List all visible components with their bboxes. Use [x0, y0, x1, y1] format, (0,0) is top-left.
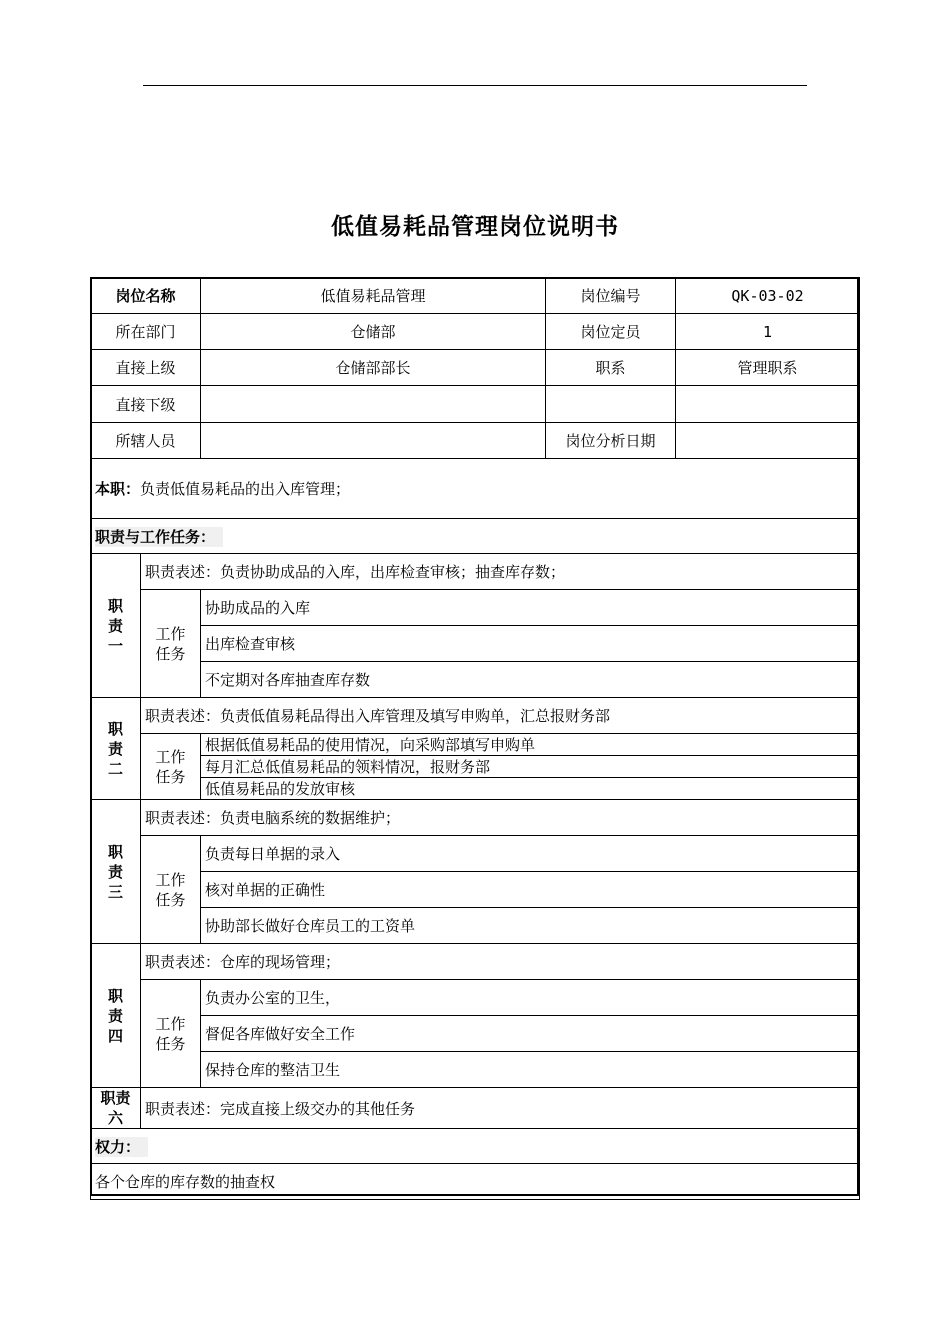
duty-4-task-row — [91, 1052, 860, 1088]
superior-label: 直接上级 — [91, 350, 201, 386]
duty-2-task-row — [91, 734, 860, 756]
position-code-label: 岗位编号 — [546, 278, 676, 314]
duty-1-task-row — [91, 662, 860, 698]
duty-2-task-row — [91, 778, 860, 800]
department-label: 所在部门 — [91, 314, 201, 350]
department-value: 仓储部 — [201, 314, 546, 350]
duty-6-description: 职责表述：完成直接上级交办的其他任务 — [141, 1088, 860, 1129]
duties-section-label: 职责与工作任务： — [95, 527, 223, 547]
duty-3-label: 职责三 — [91, 800, 141, 944]
duty-3-description: 职责表述：负责电脑系统的数据维护； — [141, 800, 860, 836]
duty-1-task-3: 不定期对各库抽查库存数 — [201, 662, 860, 698]
duty-3-task-3: 协助部长做好仓库员工的工资单 — [201, 908, 860, 944]
analysis-date-label: 岗位分析日期 — [546, 423, 676, 459]
duty-summary-label: 本职： — [95, 480, 141, 498]
job-family-value: 管理职系 — [676, 350, 860, 386]
duty-4-description-row — [91, 944, 860, 980]
analysis-date-value — [676, 423, 860, 459]
position-name-label: 岗位名称 — [91, 278, 201, 314]
duty-4-label: 职责四 — [91, 944, 141, 1088]
duties-header-row — [91, 519, 860, 554]
duty-3-task-2: 核对单据的正确性 — [201, 872, 860, 908]
duty-3-description-row — [91, 800, 860, 836]
info-row-department — [91, 314, 860, 350]
duty-1-task-1: 协助成品的入库 — [201, 590, 860, 626]
duty-1-task-row — [91, 626, 860, 662]
info-row-staff — [91, 423, 860, 459]
duty-summary-text: 负责低值易耗品的出入库管理； — [140, 480, 351, 498]
duty-6-description-row — [91, 1088, 860, 1129]
authority-header-row — [91, 1129, 860, 1164]
authority-header-cell — [91, 1129, 860, 1164]
duty-3-task-label: 工作任务 — [141, 836, 201, 944]
duty-2-task-1: 根据低值易耗品的使用情况，向采购部填写申购单 — [201, 734, 860, 756]
duty-1-description-row — [91, 554, 860, 590]
job-description-table — [90, 277, 860, 1200]
job-family-label: 职系 — [546, 350, 676, 386]
duty-4-description: 职责表述：仓库的现场管理； — [141, 944, 860, 980]
duty-2-task-label: 工作任务 — [141, 734, 201, 800]
duty-1-task-label: 工作任务 — [141, 590, 201, 698]
duty-1-task-2: 出库检查审核 — [201, 626, 860, 662]
header-rule — [143, 85, 807, 86]
duty-2-task-2: 每月汇总低值易耗品的领料情况，报财务部 — [201, 756, 860, 778]
duty-summary-row — [91, 459, 860, 519]
duty-6-label: 职责六 — [91, 1088, 141, 1129]
duty-3-task-1: 负责每日单据的录入 — [201, 836, 860, 872]
duty-3-task-row — [91, 836, 860, 872]
position-code-value: QK-03-02 — [676, 278, 860, 314]
superior-value: 仓储部部长 — [201, 350, 546, 386]
duty-4-task-label: 工作任务 — [141, 980, 201, 1088]
subordinate-empty-cell-2 — [676, 386, 860, 423]
authority-row — [91, 1164, 860, 1200]
duty-2-description: 职责表述：负责低值易耗品得出入库管理及填写申购单，汇总报财务部 — [141, 698, 860, 734]
duty-1-label: 职责一 — [91, 554, 141, 698]
headcount-label: 岗位定员 — [546, 314, 676, 350]
subordinate-label: 直接下级 — [91, 386, 201, 423]
duty-1-description: 职责表述：负责协助成品的入库，出库检查审核；抽查库存数； — [141, 554, 860, 590]
duty-2-task-row — [91, 756, 860, 778]
subordinate-value — [201, 386, 546, 423]
duty-2-description-row — [91, 698, 860, 734]
staff-value — [201, 423, 546, 459]
duties-header-cell — [91, 519, 860, 554]
duty-4-task-1: 负责办公室的卫生， — [201, 980, 860, 1016]
document-title: 低值易耗品管理岗位说明书 — [331, 214, 619, 240]
info-row-subordinate — [91, 386, 860, 423]
duty-4-task-row — [91, 1016, 860, 1052]
info-row-superior — [91, 350, 860, 386]
duty-1-task-row — [91, 590, 860, 626]
duty-4-task-row — [91, 980, 860, 1016]
authority-text: 各个仓库的库存数的抽查权 — [91, 1164, 860, 1200]
duty-summary-cell — [91, 459, 860, 519]
subordinate-empty-cell — [546, 386, 676, 423]
duty-3-task-row — [91, 908, 860, 944]
duty-4-task-3: 保持仓库的整洁卫生 — [201, 1052, 860, 1088]
staff-label: 所辖人员 — [91, 423, 201, 459]
info-row-position — [91, 278, 860, 314]
duty-2-task-3: 低值易耗品的发放审核 — [201, 778, 860, 800]
duty-3-task-row — [91, 872, 860, 908]
position-name-value: 低值易耗品管理 — [201, 278, 546, 314]
duty-2-label: 职责二 — [91, 698, 141, 800]
authority-label: 权力： — [95, 1137, 148, 1157]
duty-4-task-2: 督促各库做好安全工作 — [201, 1016, 860, 1052]
headcount-value: 1 — [676, 314, 860, 350]
